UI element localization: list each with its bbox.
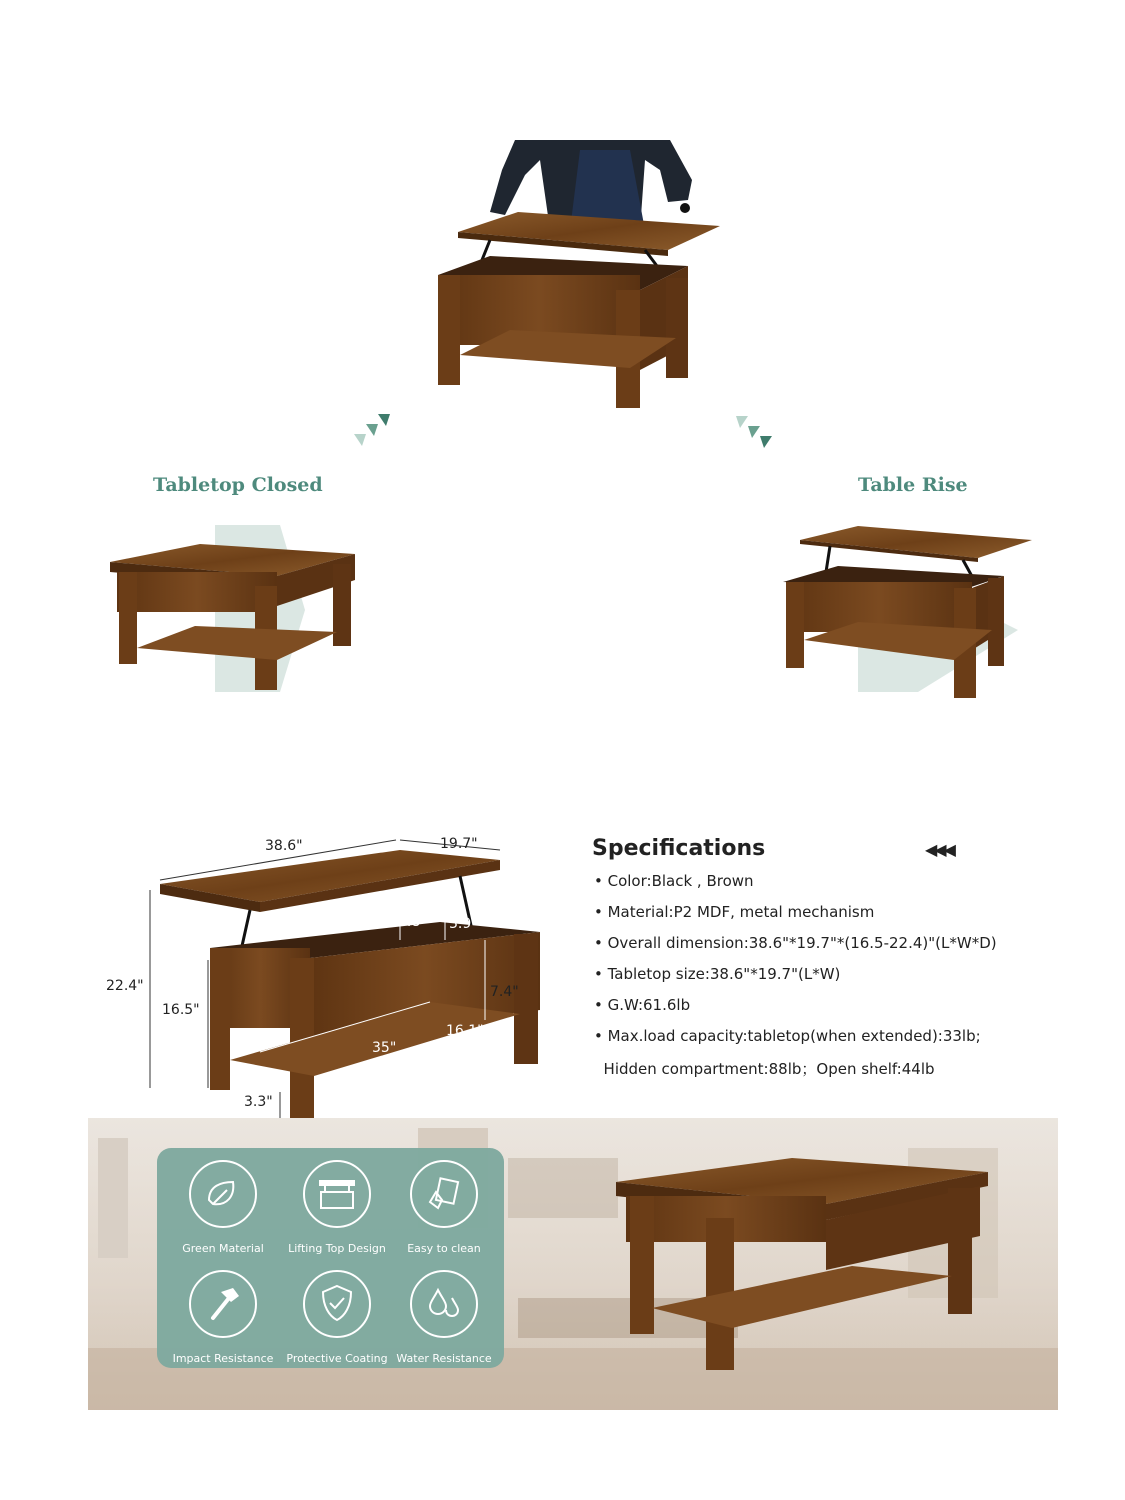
spec-color: • Color:Black , Brown bbox=[594, 872, 754, 890]
dim-closed-height: 16.5" bbox=[162, 1002, 200, 1018]
feature-water-resistance bbox=[384, 1270, 504, 1365]
dim-total-height: 22.4" bbox=[106, 978, 144, 994]
risen-table-image bbox=[778, 520, 1038, 700]
feature-label: Green Material bbox=[182, 1242, 264, 1255]
dim-top-length: 38.6" bbox=[265, 838, 303, 854]
table-rise-label: Table Rise bbox=[858, 474, 968, 496]
feature-impact-resistance bbox=[163, 1270, 283, 1365]
lifting-table-icon bbox=[303, 1160, 371, 1228]
spec-material: • Material:P2 MDF, metal mechanism bbox=[594, 903, 875, 921]
shield-check-icon bbox=[303, 1270, 371, 1338]
feature-label: Water Resistance bbox=[396, 1352, 492, 1365]
dim-lift-gap: 3.9" bbox=[449, 916, 478, 932]
triple-arrow-icon: ◀◀◀ bbox=[925, 840, 953, 859]
spec-tabletop-size: • Tabletop size:38.6"*19.7"(L*W) bbox=[594, 965, 841, 983]
feature-lifting-top bbox=[277, 1160, 397, 1255]
leaf-icon bbox=[189, 1160, 257, 1228]
hero-lifting-image bbox=[430, 140, 730, 415]
arrow-down-left-icon bbox=[352, 412, 392, 452]
feature-label: Easy to clean bbox=[407, 1242, 481, 1255]
spec-max-load-cont: Hidden compartment:88lb；Open shelf:44lb bbox=[594, 1060, 935, 1078]
feature-label: Impact Resistance bbox=[172, 1352, 274, 1365]
dim-shelf-height: 7.4" bbox=[490, 984, 519, 1000]
feature-label: Protective Coating bbox=[286, 1352, 388, 1365]
spec-list bbox=[594, 872, 997, 1089]
spec-overall-dimension: • Overall dimension:38.6"*19.7"*(16.5-22.4)"(L*W*D) bbox=[594, 934, 997, 952]
hammer-icon bbox=[189, 1270, 257, 1338]
spec-max-load: • Max.load capacity:tabletop(when extended):33lb; bbox=[594, 1027, 981, 1045]
arrow-down-right-icon bbox=[734, 414, 774, 454]
dim-shelf-depth: 16.1" bbox=[446, 1023, 484, 1039]
feature-protective-coating bbox=[277, 1270, 397, 1365]
water-drops-icon bbox=[410, 1270, 478, 1338]
specifications-title: Specifications bbox=[592, 836, 766, 861]
dim-top-width: 19.7" bbox=[440, 836, 478, 852]
feature-easy-clean bbox=[384, 1160, 504, 1255]
closed-table-image bbox=[105, 520, 365, 700]
dim-leg-clearance: 3.3" bbox=[244, 1094, 273, 1110]
room-table-image bbox=[612, 1148, 992, 1378]
feature-label: Lifting Top Design bbox=[288, 1242, 386, 1255]
tabletop-closed-label: Tabletop Closed bbox=[153, 474, 323, 496]
cleaning-hand-icon bbox=[410, 1160, 478, 1228]
spec-gross-weight: • G.W:61.6lb bbox=[594, 996, 691, 1014]
feature-green-material bbox=[163, 1160, 283, 1255]
dim-shelf-length: 35" bbox=[372, 1040, 397, 1056]
dim-lift-height: 9.8" bbox=[398, 914, 427, 930]
